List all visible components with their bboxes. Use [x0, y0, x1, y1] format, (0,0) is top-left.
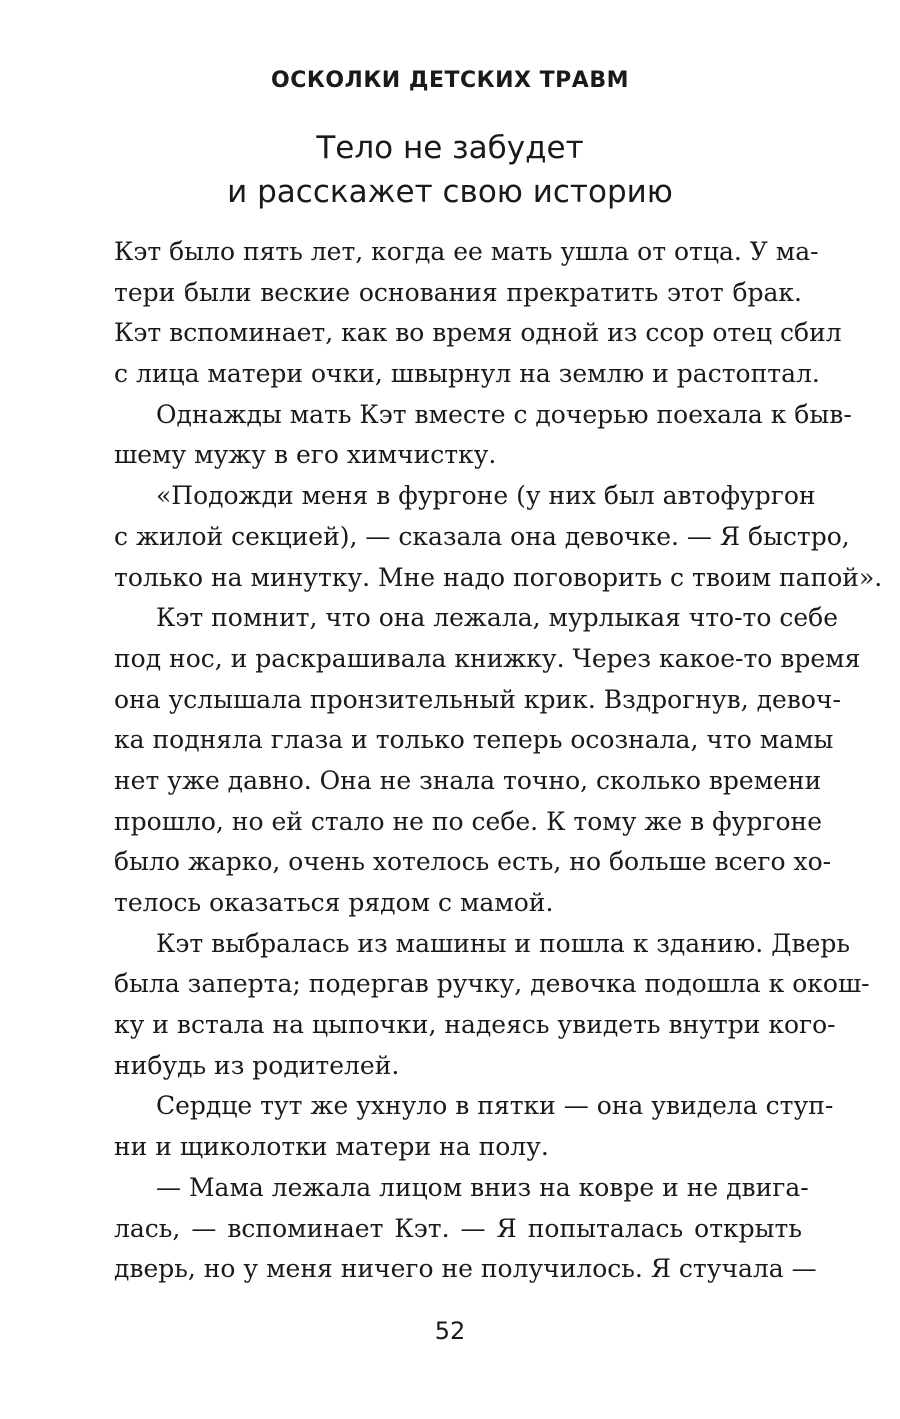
text-line: было жарко, очень хотелось есть, но больше всего хо-	[114, 847, 832, 877]
running-head: ОСКОЛКИ ДЕТСКИХ ТРАВМ	[271, 68, 629, 93]
text-line: Сердце тут же ухнуло в пятки — она увидела ступ-	[156, 1091, 834, 1121]
text-line: «Подожди меня в фургоне (у них был автофургон	[156, 481, 816, 511]
text-line: под нос, и раскрашивала книжку. Через какое-то время	[114, 643, 861, 673]
text-line: лась, — вспоминает Кэт. — Я попыталась открыть	[114, 1213, 802, 1243]
text-line: шему мужу в его химчистку.	[114, 440, 497, 470]
text-line: прошло, но ей стало не по себе. К тому же в фургоне	[114, 806, 822, 836]
text-line: она услышала пронзительный крик. Вздрогнув, девоч-	[114, 684, 841, 714]
text-line: с жилой секцией), — сказала она девочке. — Я быстро,	[114, 521, 850, 551]
section-title-line-2: и расскажет свою историю	[227, 174, 673, 210]
text-line: с лица матери очки, швырнул на землю и растоптал.	[114, 359, 820, 389]
page-number: 52	[434, 1317, 466, 1345]
text-line: — Мама лежала лицом вниз на ковре и не двига-	[156, 1172, 809, 1202]
text-line: только на минутку. Мне надо поговорить с твоим папой».	[114, 562, 883, 592]
text-line: нибудь из родителей.	[114, 1050, 400, 1080]
text-line: Кэт было пять лет, когда ее мать ушла от отца. У ма-	[114, 237, 819, 266]
section-title-line-1: Тело не забудет	[316, 130, 584, 166]
section-title	[0, 126, 900, 214]
text-line: тери были веские основания прекратить этот брак.	[114, 277, 802, 307]
text-line: нет уже давно. Она не знала точно, сколько времени	[114, 765, 822, 795]
text-line: ни и щиколотки матери на полу.	[114, 1132, 549, 1162]
text-line: была заперта; подергав ручку, девочка подошла к окош-	[114, 969, 870, 999]
text-line: Кэт помнит, что она лежала, мурлыкая что-то себе	[156, 603, 839, 633]
text-line: Однажды мать Кэт вместе с дочерью поехала к быв-	[156, 399, 852, 429]
body-text	[114, 232, 883, 1290]
text-line: Кэт выбралась из машины и пошла к зданию. Дверь	[156, 928, 851, 958]
text-line: Кэт вспоминает, как во время одной из ссор отец сбил	[114, 318, 842, 348]
text-line: дверь, но у меня ничего не получилось. Я стучала —	[114, 1254, 817, 1284]
text-line: ка подняла глаза и только теперь осознала, что мамы	[114, 725, 834, 755]
text-line: ку и встала на цыпочки, надеясь увидеть внутри кого-	[114, 1010, 836, 1040]
text-line: телось оказаться рядом с мамой.	[114, 888, 554, 917]
